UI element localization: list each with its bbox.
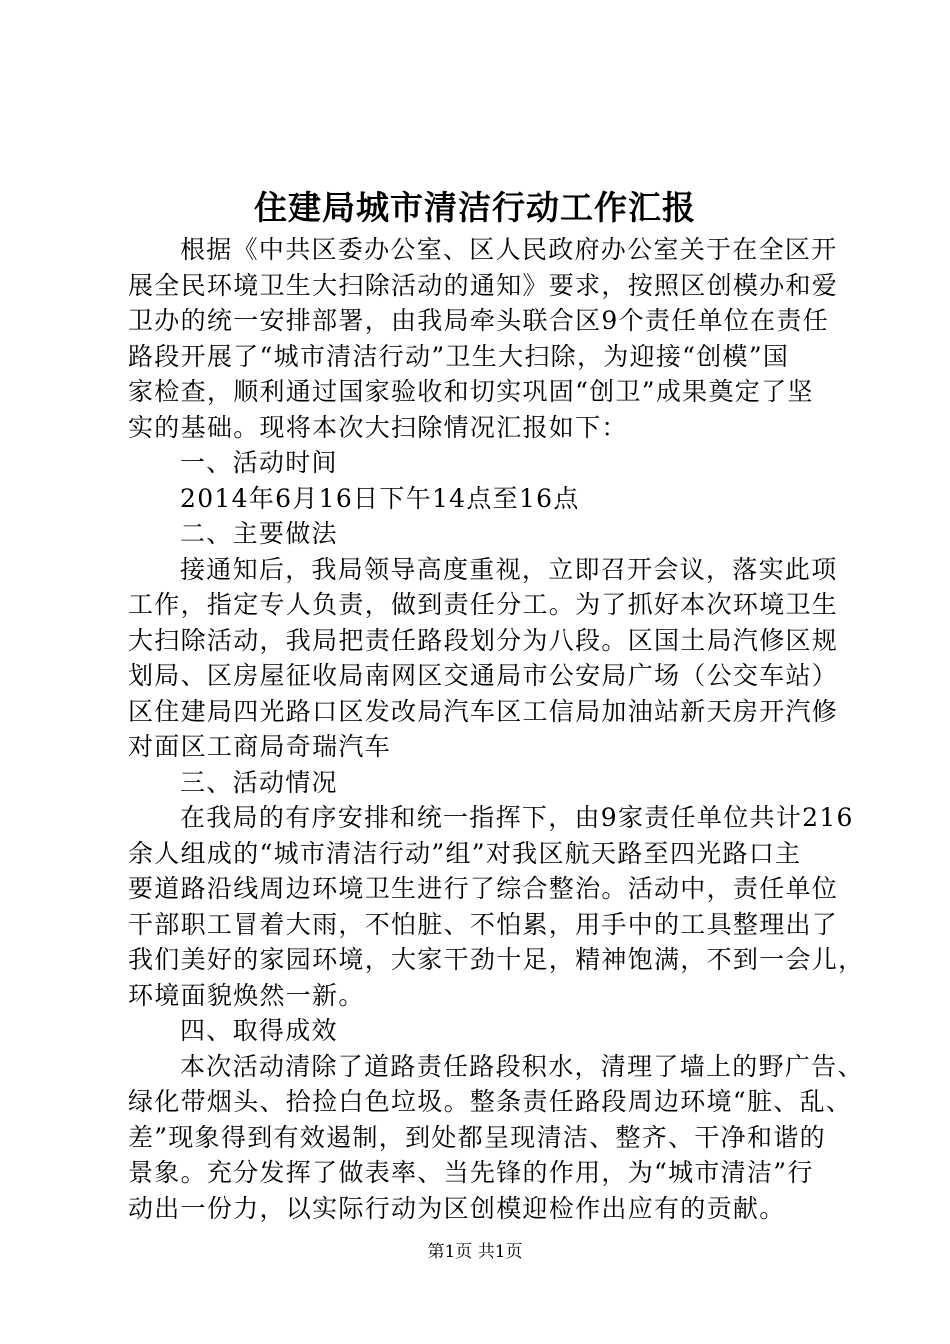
document-title: 住建局城市清洁行动工作汇报 [254,188,696,227]
text-line: 差”现象得到有效遏制，到处都呈现清洁、整齐、干净和谐的 [128,1122,826,1152]
text-line: 一、活动时间 [180,448,338,477]
text-line: 工作，指定专人负责，做到责任分工。为了抓好本次环境卫生 [128,590,839,619]
text-line: 余人组成的“城市清洁行动”组”对我区航天路至四光路口主 [128,838,802,868]
page-footer: 第1页 共1页 [427,1242,523,1262]
text-line: 在我局的有序安排和统一指挥下，由9家责任单位共计216 [180,803,854,832]
text-line: 路段开展了“城市清洁行动”卫生大扫除，为迎接“创模”国 [128,341,790,371]
text-line: 接通知后，我局领导高度重视，立即召开会议，落实此项 [180,554,838,584]
text-line: 家检查，顺利通过国家验收和切实巩固“创卫”成果奠定了坚 [128,377,814,406]
text-line: 大扫除活动，我局把责任路段划分为八段。区国土局汽修区规 [128,625,839,655]
text-line: 干部职工冒着大雨，不怕脏、不怕累，用手中的工具整理出了 [128,909,839,939]
text-line: 要道路沿线周边环境卫生进行了综合整治。活动中，责任单位 [128,874,839,903]
text-line: 实的基础。现将本次大扫除情况汇报如下： [128,412,628,442]
text-line: 对面区工商局奇瑞汽车 [128,732,392,761]
text-line: 展全民环境卫生大扫除活动的通知》要求，按照区创模办和爱 [128,270,839,300]
text-line: 区住建局四光路口区发改局汽车区工信局加油站新天房开汽修 [128,696,839,726]
text-line: 绿化带烟头、拾捡白色垃圾。整条责任路段周边环境“脏、乱、 [128,1087,853,1116]
text-line: 根据《中共区委办公室、区人民政府办公室关于在全区开 [180,235,838,264]
text-line: 划局、区房屋征收局南网区交通局市公安局广场（公交车站） [128,661,839,690]
text-line: 卫办的统一安排部署，由我局牵头联合区9个责任单位在责任 [128,306,830,335]
text-line: 本次活动清除了道路责任路段积水，清理了墙上的野广告、 [180,1051,864,1081]
text-line: 二、主要做法 [180,519,338,548]
text-line: 四、取得成效 [180,1016,338,1045]
text-line: 2014年6月16日下午14点至16点 [180,483,580,513]
document-body [128,232,865,1226]
text-line: 景象。充分发挥了做表率、当先锋的作用，为“城市清洁”行 [128,1158,814,1187]
text-line: 环境面貌焕然一新。 [128,980,365,1010]
text-line: 我们美好的家园环境，大家干劲十足，精神饱满，不到一会儿， [128,945,865,974]
text-line: 动出一份力，以实际行动为区创模迎检作出应有的贡献。 [128,1193,786,1223]
text-line: 三、活动情况 [180,767,338,797]
